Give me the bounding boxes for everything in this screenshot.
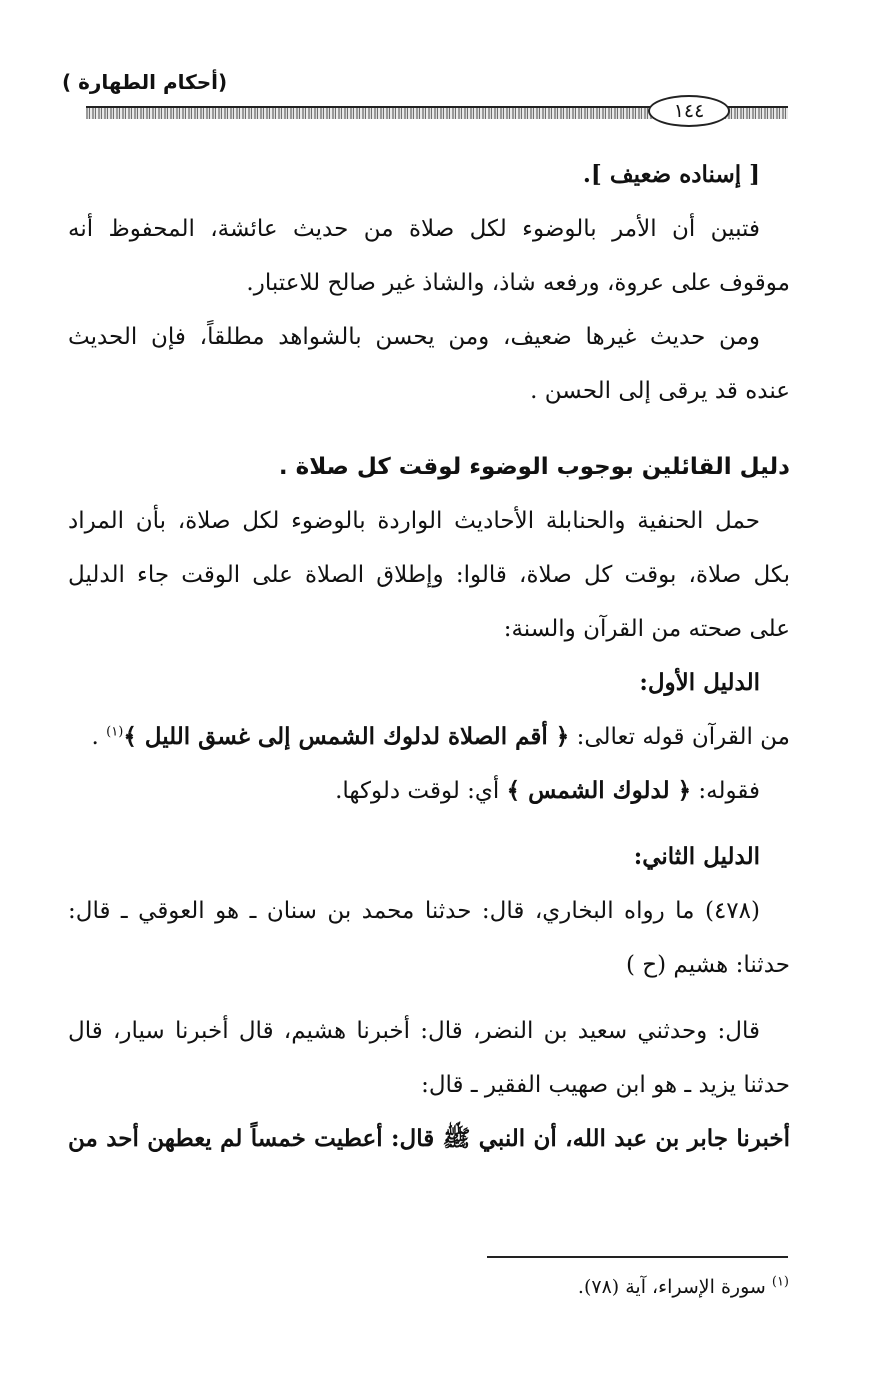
footnote: [578, 1276, 789, 1298]
body-line: [ إسناده ضعيف ].: [582, 161, 760, 188]
body-line: ومن حديث غيرها ضعيف، ومن يحسن بالشواهد مطلقاً، فإن الحديث: [68, 324, 760, 350]
section-heading: دليل القائلين بوجوب الوضوء لوقت كل صلاة .: [278, 454, 790, 480]
page-body: [68, 148, 790, 1166]
body-line: حمل الحنفية والحنابلة الأحاديث الواردة بالوضوء لكل صلاة، بأن المراد: [68, 508, 760, 534]
verse-end: .: [91, 724, 107, 750]
body-line: عنده قد يرقى إلى الحسن .: [530, 378, 790, 404]
second-proof-heading: الدليل الثاني:: [633, 843, 760, 870]
hadith-text-line: أخبرنا جابر بن عبد الله، أن النبي ﷺ قال: أعطيت خمساً لم يعطهن أحد من: [68, 1125, 790, 1152]
body-line: على صحته من القرآن والسنة:: [503, 616, 790, 642]
quran-verse-excerpt: ﴿ لدلوك الشمس ﴾: [506, 777, 692, 804]
body-line: حدثنا يزيد ـ هو ابن صهيب الفقير ـ قال:: [421, 1072, 790, 1098]
footnote-ref: (١): [106, 724, 124, 740]
body-line: بكل صلاة، بوقت كل صلاة، قالوا: وإطلاق الصلاة على الوقت جاء الدليل: [68, 562, 790, 588]
body-line: موقوف على عروة، ورفعه شاذ، والشاذ غير صالح للاعتبار.: [246, 270, 790, 296]
body-line-verse-explanation: [68, 764, 790, 818]
running-header-title: (أحكام الطهارة ): [62, 70, 228, 94]
footnote-separator: [487, 1256, 788, 1258]
verse-intro: من القرآن قوله تعالى:: [569, 724, 790, 750]
body-line: قال: وحدثني سعيد بن النضر، قال: أخبرنا هشيم، قال أخبرنا سيار، قال: [68, 1018, 760, 1044]
page-number: ١٤٤: [648, 95, 730, 127]
footnote-marker: (١): [771, 1274, 789, 1290]
body-line-verse: [68, 710, 790, 764]
explanation-intro: فقوله:: [691, 778, 760, 804]
explanation-rest: أي: لوقت دلوكها.: [335, 778, 507, 804]
body-line: (٤٧٨) ما رواه البخاري، قال: حدثنا محمد بن سنان ـ هو العوقي ـ قال:: [68, 898, 760, 924]
body-line: حدثنا: هشيم (ح ): [625, 952, 790, 978]
body-line: فتبين أن الأمر بالوضوء لكل صلاة من حديث عائشة، المحفوظ أنه: [68, 216, 760, 242]
quran-verse: ﴿ أقم الصلاة لدلوك الشمس إلى غسق الليل ﴾: [123, 723, 570, 750]
first-proof-heading: الدليل الأول:: [639, 669, 760, 696]
footnote-text: سورة الإسراء، آية (٧٨).: [577, 1276, 772, 1298]
